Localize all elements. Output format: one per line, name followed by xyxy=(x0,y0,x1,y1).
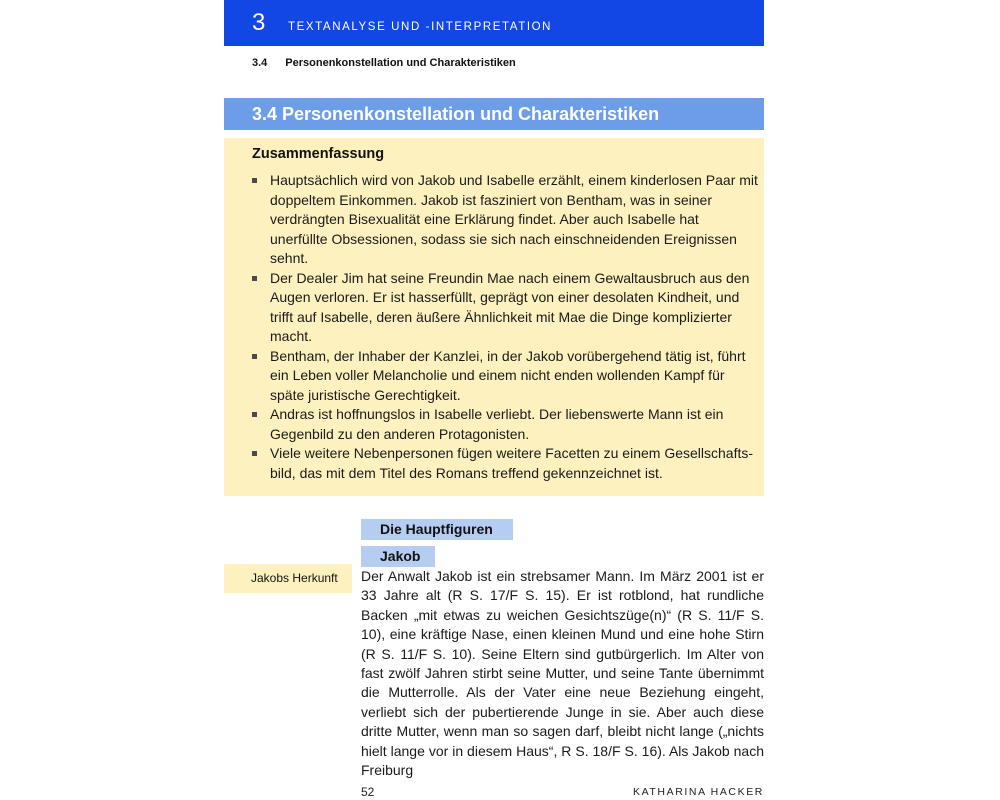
running-head-number: 3.4 xyxy=(252,57,268,69)
summary-item-text: Hauptsächlich wird von Jakob und Isabelle erzählt, einem kinderlosen Paar mit doppeltem Einkommen. Jakob ist fasziniert von Bentham, was in seiner verdrängten Bisexualität eine Erklärung findet. Aber auch Isabelle hat unerfüllte Obsessionen, sodass sie sich nach einschneidenden Ereignissen sehnt. xyxy=(270,172,758,266)
section-header-bar xyxy=(224,98,764,130)
summary-item xyxy=(252,269,760,347)
character-heading xyxy=(361,546,435,567)
body-paragraph: Der Anwalt Jakob ist ein strebsamer Mann. Im März 2001 ist er 33 Jahre alt (R S. 17/F S. 15). Er ist rotblond, hat rundliche Backen „mit etwas zu weichen Gesichtszüge(n)“ (R S. 11/F S. 10), eine kräftige Nase, einen kleinen Mund und eine hohe Stirn (R S. 11/F S. 10). Seine Eltern sind gutbürgerlich. Im Alter von fast zwölf Jahren stirbt seine Mutter, und seine Tante übernimmt die Mutterrolle. Als der Vater eine neue Beziehung eingeht, verliebt sich der pubertierende Junge in sie. Aber auch diese dritte Mutter, wenn man so sagen darf, bleibt nicht lange („nichts hielt lange vor in diesem Haus“, R S. 18/F S. 16). Als Jakob nach Freiburg xyxy=(361,568,764,779)
section-title: 3.4 Personenkonstellation und Charakteristiken xyxy=(252,104,660,124)
bullet-square-icon xyxy=(252,276,257,281)
margin-note xyxy=(224,564,352,593)
summary-item-text: Andras ist hoffnungslos in Isabelle verliebt. Der liebenswerte Mann ist ein Gegenbild zu den anderen Protagonisten. xyxy=(270,406,724,442)
summary-list xyxy=(252,171,760,483)
summary-item xyxy=(252,347,760,406)
summary-item-text: Bentham, der Inhaber der Kanzlei, in der Jakob vorübergehend tätig ist, führt ein Leben voller Melancholie und einem nicht enden wollenden Kampf für späte juristische Gerechtigkeit. xyxy=(270,347,746,403)
summary-item xyxy=(252,405,760,444)
chapter-number: 3 xyxy=(252,9,266,36)
margin-note-text: Jakobs Herkunft xyxy=(251,571,338,585)
running-head-title: Personenkonstellation und Charakteristiken xyxy=(285,57,516,69)
book-page xyxy=(224,0,764,800)
chapter-header-bar xyxy=(224,0,764,46)
bullet-square-icon xyxy=(252,178,257,183)
footer-author: KATHARINA HACKER xyxy=(632,786,764,798)
character-heading-text: Jakob xyxy=(380,548,421,564)
summary-item xyxy=(252,444,760,483)
bullet-square-icon xyxy=(252,451,257,456)
summary-item-text: Der Dealer Jim hat seine Freundin Mae nach einem Gewaltausbruch aus den Augen verloren. Er ist hasserfüllt, geprägt von einer desolaten Kindheit, und trifft auf Isabelle, deren äußere Ähnlichkeit mit Mae die Dinge komplizierter macht. xyxy=(270,269,750,344)
bullet-square-icon xyxy=(252,354,257,359)
summary-heading: Zusammenfassung xyxy=(252,146,385,162)
summary-item xyxy=(252,171,760,269)
bullet-square-icon xyxy=(252,412,257,417)
main-characters-heading xyxy=(361,519,513,540)
summary-box xyxy=(224,138,764,496)
page-number: 52 xyxy=(361,785,375,799)
chapter-title: TEXTANALYSE UND -INTERPRETATION xyxy=(288,21,553,33)
main-characters-heading-text: Die Hauptfiguren xyxy=(380,521,493,537)
summary-item-text: Viele weitere Nebenpersonen fügen weitere Facetten zu einem Gesellschafts-bild, das mit dem Titel des Romans treffend gekennzeichnet ist. xyxy=(270,445,754,481)
running-head xyxy=(252,57,516,69)
